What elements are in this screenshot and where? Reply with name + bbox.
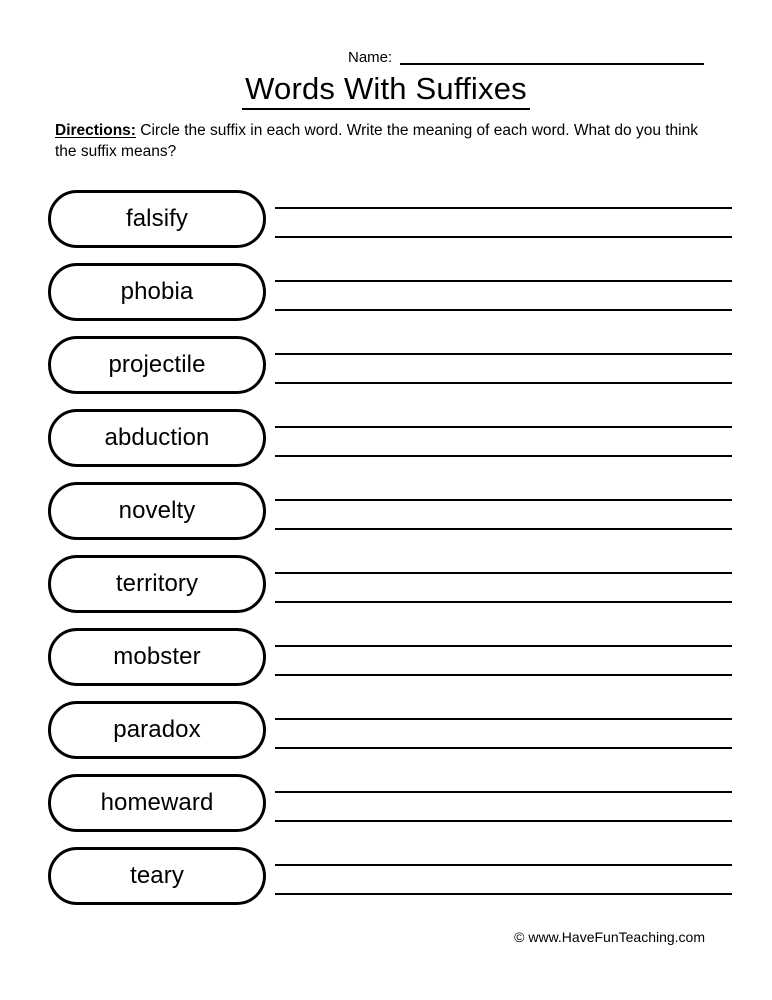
answer-line-1[interactable] xyxy=(275,718,732,720)
answer-line-2[interactable] xyxy=(275,601,732,603)
word-box[interactable] xyxy=(48,190,266,248)
answer-line-1[interactable] xyxy=(275,864,732,866)
word-label: falsify xyxy=(125,205,189,232)
answer-line-2[interactable] xyxy=(275,528,732,530)
answer-lines xyxy=(275,190,732,248)
directions xyxy=(55,120,700,162)
answer-line-1[interactable] xyxy=(275,499,732,501)
word-label: territory xyxy=(115,570,199,597)
answer-line-1[interactable] xyxy=(275,645,732,647)
word-row xyxy=(0,482,772,555)
answer-lines xyxy=(275,774,732,832)
answer-line-2[interactable] xyxy=(275,236,732,238)
word-row xyxy=(0,409,772,482)
word-box[interactable] xyxy=(48,409,266,467)
word-row xyxy=(0,263,772,336)
word-row xyxy=(0,701,772,774)
answer-lines xyxy=(275,409,732,467)
word-box[interactable] xyxy=(48,701,266,759)
page-title-text: Words With Suffixes xyxy=(242,72,530,110)
word-label: abduction xyxy=(104,424,210,451)
answer-line-2[interactable] xyxy=(275,747,732,749)
answer-lines xyxy=(275,263,732,321)
word-label: teary xyxy=(130,862,184,889)
directions-label: Directions: xyxy=(55,122,136,139)
word-label: paradox xyxy=(113,716,201,743)
page-title xyxy=(0,72,772,110)
word-rows xyxy=(0,190,772,920)
word-box[interactable] xyxy=(48,482,266,540)
answer-line-1[interactable] xyxy=(275,207,732,209)
word-box[interactable] xyxy=(48,628,266,686)
footer-copyright: © www.HaveFunTeaching.com xyxy=(514,929,705,945)
word-row xyxy=(0,336,772,409)
word-label: mobster xyxy=(113,643,201,670)
name-input-blank[interactable] xyxy=(400,63,704,65)
word-label: homeward xyxy=(100,789,214,816)
word-row xyxy=(0,774,772,847)
answer-line-2[interactable] xyxy=(275,382,732,384)
answer-line-2[interactable] xyxy=(275,820,732,822)
answer-line-1[interactable] xyxy=(275,353,732,355)
word-box[interactable] xyxy=(48,555,266,613)
answer-lines xyxy=(275,482,732,540)
word-row xyxy=(0,628,772,701)
word-row xyxy=(0,555,772,628)
name-field-row xyxy=(348,44,704,68)
word-label: projectile xyxy=(108,351,206,378)
answer-lines xyxy=(275,628,732,686)
answer-line-2[interactable] xyxy=(275,309,732,311)
word-box[interactable] xyxy=(48,847,266,905)
word-row xyxy=(0,190,772,263)
answer-line-1[interactable] xyxy=(275,791,732,793)
answer-line-2[interactable] xyxy=(275,674,732,676)
word-box[interactable] xyxy=(48,774,266,832)
word-box[interactable] xyxy=(48,336,266,394)
word-row xyxy=(0,847,772,920)
answer-line-2[interactable] xyxy=(275,893,732,895)
answer-line-1[interactable] xyxy=(275,426,732,428)
word-box[interactable] xyxy=(48,263,266,321)
answer-line-2[interactable] xyxy=(275,455,732,457)
answer-line-1[interactable] xyxy=(275,280,732,282)
answer-lines xyxy=(275,555,732,613)
answer-line-1[interactable] xyxy=(275,572,732,574)
name-label: Name: xyxy=(348,49,393,66)
word-label: phobia xyxy=(120,278,194,305)
answer-lines xyxy=(275,847,732,905)
answer-lines xyxy=(275,336,732,394)
answer-lines xyxy=(275,701,732,759)
word-label: novelty xyxy=(118,497,196,524)
directions-text: Circle the suffix in each word. Write the meaning of each word. What do you think the suffix means? xyxy=(55,122,698,160)
